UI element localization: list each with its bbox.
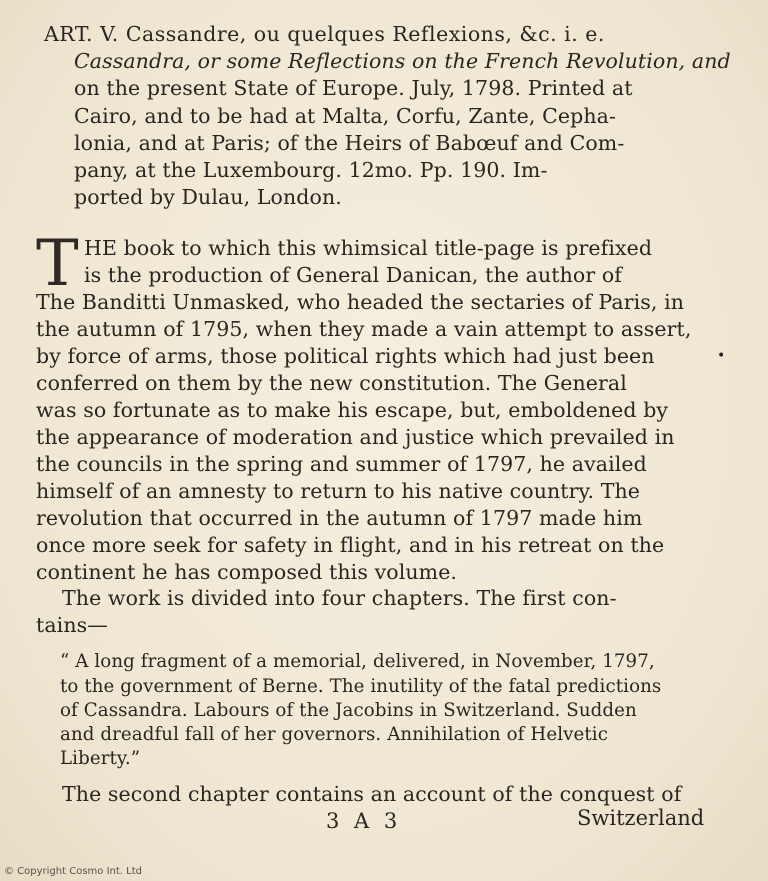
copyright-watermark: © Copyright Cosmo Int. Ltd [4,866,142,877]
article-line-2: Cassandra, or some Reflections on the French Revolution, and [74,49,731,73]
body-line-1: HE book to which this whimsical title-page is prefixed [84,236,653,260]
body-line-8: the appearance of moderation and justice which prevailed in [36,425,675,449]
signature-mark: 3 A 3 [326,809,402,833]
quote-line-3: of Cassandra. Labours of the Jacobins in Switzerland. Sudden [60,700,637,721]
body-line-5: by force of arms, those political rights which had just been [36,344,655,368]
body-line-4: the autumn of 1795, when they made a vain attempt to assert, [36,317,692,341]
body-line-7: was so fortunate as to make his escape, but, emboldened by [36,398,669,422]
quote-line-2: to the government of Berne. The inutility of the fatal predictions [60,676,662,697]
article-line-6: pany, at the Luxembourg. 12mo. Pp. 190. Im- [74,158,548,182]
margin-bullet: • [717,348,726,364]
quote-line-5: Liberty.” [60,748,141,769]
article-line-7: ported by Dulau, London. [74,185,342,209]
drop-cap: T [36,227,79,301]
catchword: Switzerland [577,806,705,830]
body-line-12: once more seek for safety in flight, and in his retreat on the [36,533,665,557]
quote-line-1: “ A long fragment of a memorial, delivered, in November, 1797, [60,651,655,672]
body-line-11: revolution that occurred in the autumn of 1797 made him [36,506,643,530]
closing-line: The second chapter contains an account of the conquest of [62,782,682,806]
body-line-13: continent he has composed this volume. [36,560,458,584]
quote-line-4: and dreadful fall of her governors. Annihilation of Helvetic [60,724,608,745]
body-line-2: is the production of General Danican, the author of [84,263,622,287]
body-line-14: The work is divided into four chapters. The first con- [62,586,617,610]
body-line-3: The Banditti Unmasked, who headed the sectaries of Paris, in [36,290,685,314]
article-line-1: ART. V. Cassandre, ou quelques Reflexions, &c. i. e. [44,22,605,46]
body-line-6: conferred on them by the new constitution. The General [36,371,627,395]
article-line-4: Cairo, and to be had at Malta, Corfu, Zante, Cepha- [74,104,616,128]
body-line-9: the councils in the spring and summer of 1797, he availed [36,452,647,476]
body-line-10: himself of an amnesty to return to his native country. The [36,479,641,503]
article-line-3: on the present State of Europe. July, 1798. Printed at [74,76,633,100]
article-line-5: lonia, and at Paris; of the Heirs of Babœuf and Com- [74,131,625,155]
body-line-15: tains— [36,613,108,637]
